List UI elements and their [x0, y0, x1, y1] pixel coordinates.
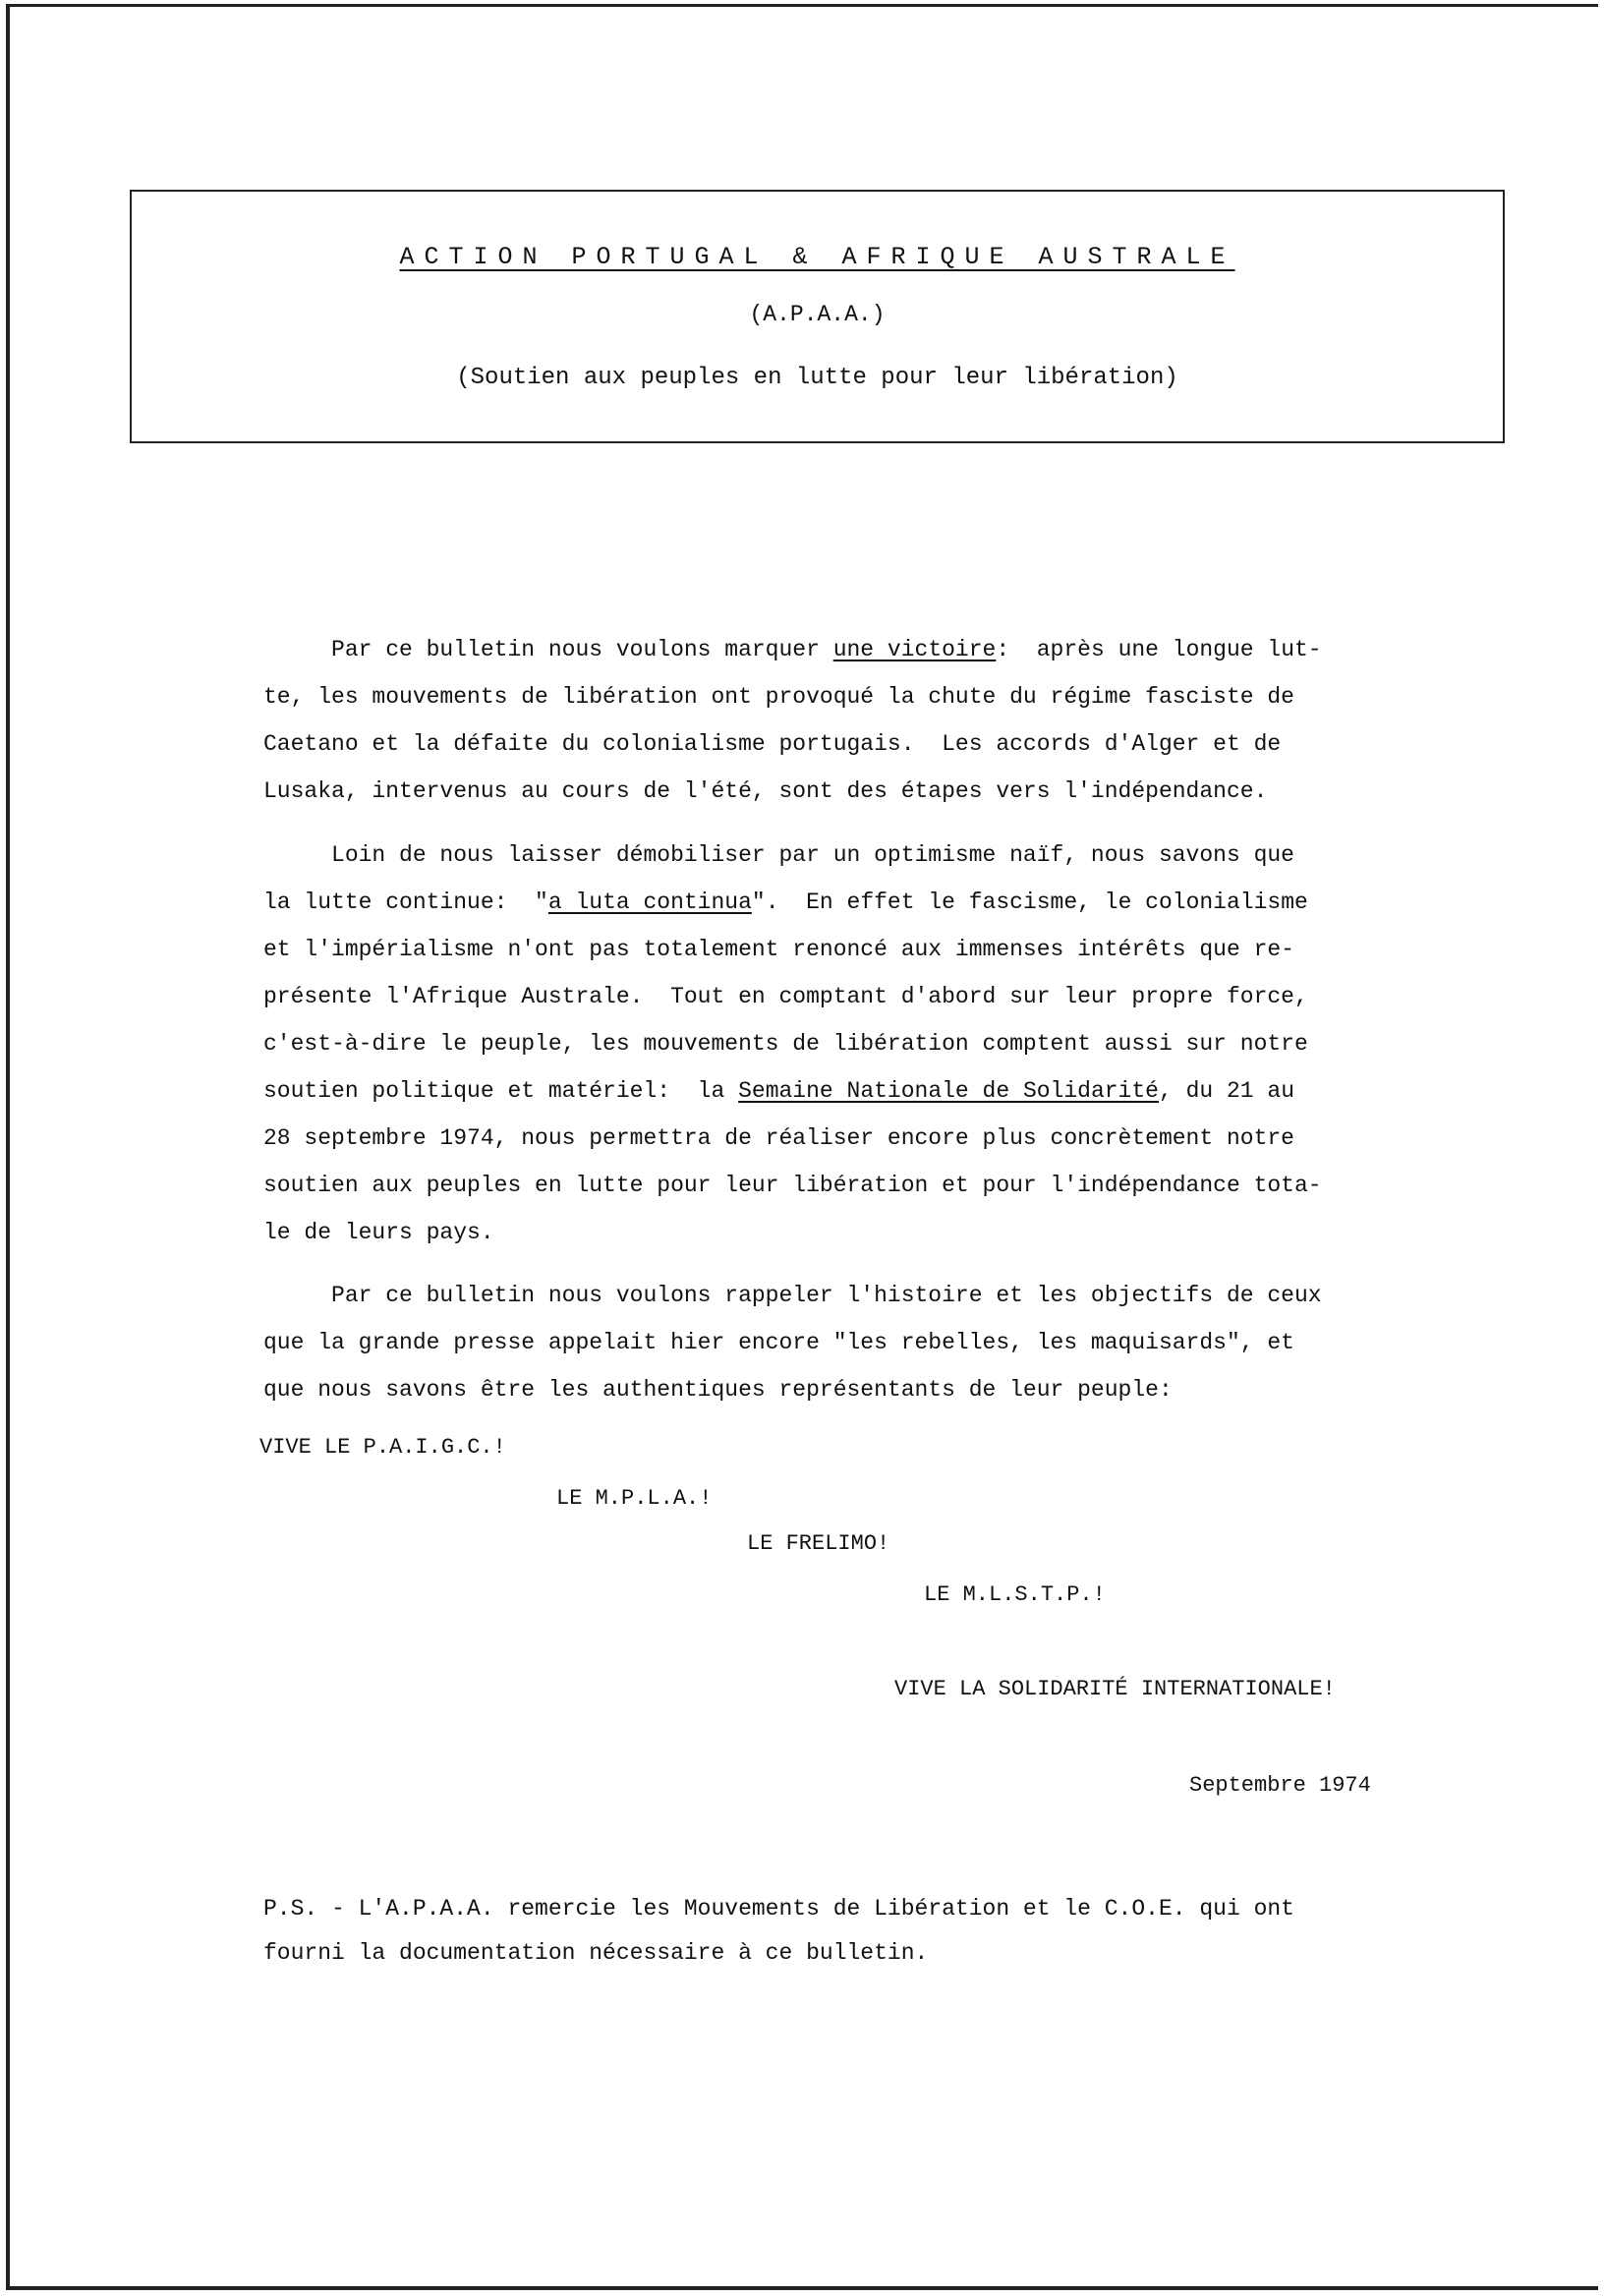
- slogan-frelimo: LE FRELIMO!: [747, 1531, 890, 1556]
- paragraph-purpose: Par ce bulletin nous voulons rappeler l'histoire et les objectifs de ceux que la grande presse appelait hier encore "les rebelles, les maquisards", et que nous savons être les authentiques représentants de leur peuple:: [263, 1283, 1322, 1403]
- victory-emphasis: une victoire: [832, 637, 997, 662]
- header-box: [130, 190, 1505, 443]
- slogan-paigc: VIVE LE P.A.I.G.C.!: [259, 1435, 506, 1460]
- paragraph-victory: Par ce bulletin nous voulons marquer une victoire: après une longue lut- te, les mouvements de libération ont provoqué la chute du régime fasciste de Caetano et la défaite du colonialisme portugais. Les accords d'Alger et de Lusaka, intervenus au cours de l'été, sont des étapes vers l'indépendance.: [263, 637, 1322, 804]
- slogan-mlstp: LE M.L.S.T.P.!: [924, 1582, 1106, 1607]
- organization-title: ACTION PORTUGAL & AFRIQUE AUSTRALE: [399, 243, 1235, 271]
- document-date: Septembre 1974: [1189, 1773, 1371, 1798]
- paragraph-struggle: Loin de nous laisser démobiliser par un optimisme naïf, nous savons que la lutte continue: "a luta continua". En effet le fascisme, le colonialisme et l'impérialisme n'ont pas totalement renoncé aux immenses intérêts que re- présente l'Afrique Australe. Tout en comptant d'abord sur leur propre force, c'est-à-dire le peuple, les mouvements de libération comptent aussi sur notre soutien politique et matériel: la Semaine Nationale de Solidarité, du 21 au 28 septembre 1974, nous permettra de réaliser encore plus concrètement notre soutien aux peuples en lutte pour leur libération et pour l'indépendance tota- le de leurs pays.: [263, 842, 1322, 1245]
- solidarity-week-emphasis: Semaine Nationale de Solidarité: [738, 1078, 1159, 1104]
- postscript: P.S. - L'A.P.A.A. remercie les Mouvements de Libération et le C.O.E. qui ont fourni la documentation nécessaire à ce bulletin.: [263, 1896, 1294, 1966]
- luta-continua-emphasis: a luta continua: [547, 890, 752, 915]
- slogan-solidarity: VIVE LA SOLIDARITÉ INTERNATIONALE!: [894, 1677, 1336, 1701]
- organization-acronym: (A.P.A.A.): [749, 302, 886, 327]
- organization-subtitle: (Soutien aux peuples en lutte pour leur libération): [456, 365, 1178, 391]
- slogan-mpla: LE M.P.L.A.!: [556, 1486, 713, 1511]
